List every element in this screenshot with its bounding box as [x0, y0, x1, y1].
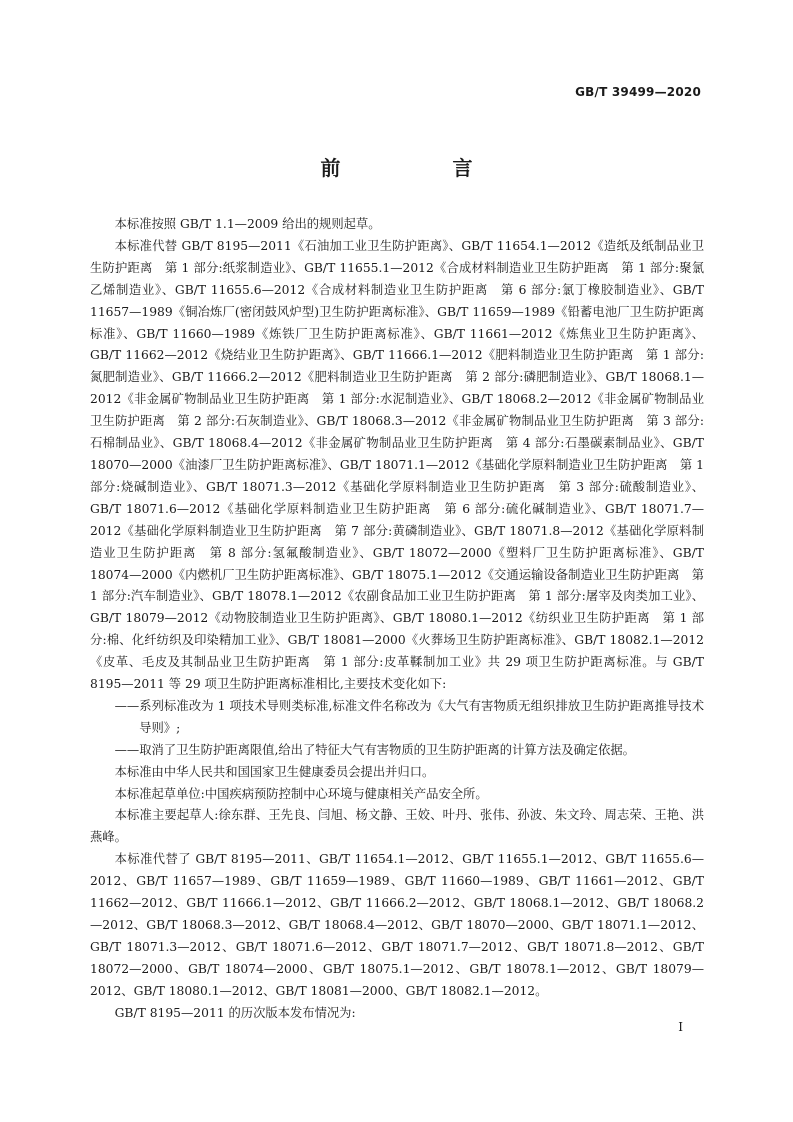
paragraph-version-history: GB/T 8195—2011 的历次版本发布情况为:: [114, 1005, 356, 1020]
paragraph-proposer: 本标准由中华人民共和国国家卫生健康委员会提出并归口。: [114, 764, 435, 779]
paragraph-drafters: 本标准主要起草人:徐东群、王先良、闫旭、杨文静、王姣、叶丹、张伟、孙波、朱文玲、周志荣、王艳、洪燕峰。: [90, 808, 704, 845]
change-item: ——取消了卫生防护距离限值,给出了特征大气有害物质的卫生防护距离的计算方法及确定依据。: [114, 742, 635, 757]
paragraph-drafting-rules: 本标准按照 GB/T 1.1—2009 给出的规则起草。: [114, 217, 381, 231]
page-title: 前 言: [320, 156, 519, 180]
paragraph-drafting-unit: 本标准起草单位:中国疾病预防控制中心环境与健康相关产品安全所。: [114, 786, 488, 801]
page-number: I: [678, 1020, 683, 1034]
foreword-body: [90, 214, 704, 1025]
paragraph-superseded: 本标准代替了 GB/T 8195—2011、GB/T 11654.1—2012、GB/T 11655.1—2012、GB/T 11655.6—2012、GB/T 11657—1989、GB/T 11659—1989、GB/T 11660—1989、GB/T 11661—2012、GB/T 11662—2012、GB/T 11666.1—2012、GB/T 11666.2—2012、GB/T 18068.1—2012、GB/T 18068.2—2012、GB/T 18068.3—2012、GB/T 18068.4—2012、GB/T 18070—2000、GB/T 18071.1—2012、GB/T 18071.3—2012、GB/T 18071.6—2012、GB/T 18071.7—2012、GB/T 18071.8—2012、GB/T 18072—2000、GB/T 18074—2000、GB/T 18075.1—2012、GB/T 18078.1—2012、GB/T 18079—2012、GB/T 18080.1—2012、GB/T 18081—2000、GB/T 18082.1—2012。: [90, 852, 704, 998]
change-item: ——系列标准改为 1 项技术导则类标准,标准文件名称改为《大气有害物质无组织排放卫生防护距离推导技术导则》;: [114, 698, 704, 735]
standard-code: GB/T 39499—2020: [575, 85, 701, 99]
paragraph-replaced-standards: 本标准代替 GB/T 8195—2011《石油加工业卫生防护距离》、GB/T 11654.1—2012《造纸及纸制品业卫生防护距离 第 1 部分:纸浆制造业》、GB/T 11655.1—2012《合成材料制造业卫生防护距离 第 1 部分:聚氯乙烯制造业》、GB/T 11655.6—2012《合成材料制造业卫生防护距离 第 6 部分:氯丁橡胶制造业》、GB/T 11657—1989《铜冶炼厂(密闭鼓风炉型)卫生防护距离标准》、GB/T 11659—1989《铅蓄电池厂卫生防护距离标准》、GB/T 11660—1989《炼铁厂卫生防护距离标准》、GB/T 11661—2012《炼焦业卫生防护距离》、GB/T 11662—2012《烧结业卫生防护距离》、GB/T 11666.1—2012《肥料制造业卫生防护距离 第 1 部分:氮肥制造业》、GB/T 11666.2—2012《肥料制造业卫生防护距离 第 2 部分:磷肥制造业》、GB/T 18068.1—2012《非金属矿物制品业卫生防护距离 第 1 部分:水泥制造业》、GB/T 18068.2—2012《非金属矿物制品业卫生防护距离 第 2 部分:石灰制造业》、GB/T 18068.3—2012《非金属矿物制品业卫生防护距离 第 3 部分:石棉制品业》、GB/T 18068.4—2012《非金属矿物制品业卫生防护距离 第 4 部分:石墨碳素制品业》、GB/T 18070—2000《油漆厂卫生防护距离标准》、GB/T 18071.1—2012《基础化学原料制造业卫生防护距离 第 1 部分:烧碱制造业》、GB/T 18071.3—2012《基础化学原料制造业卫生防护距离 第 3 部分:硫酸制造业》、GB/T 18071.6—2012《基础化学原料制造业卫生防护距离 第 6 部分:硫化碱制造业》、GB/T 18071.7—2012《基础化学原料制造业卫生防护距离 第 7 部分:黄磷制造业》、GB/T 18071.8—2012《基础化学原料制造业卫生防护距离 第 8 部分:氢氟酸制造业》、GB/T 18072—2000《塑料厂卫生防护距离标准》、GB/T 18074—2000《内燃机厂卫生防护距离标准》、GB/T 18075.1—2012《交通运输设备制造业卫生防护距离 第 1 部分:汽车制造业》、GB/T 18078.1—2012《农副食品加工业卫生防护距离 第 1 部分:屠宰及肉类加工业》、GB/T 18079—2012《动物胶制造业卫生防护距离》、GB/T 18080.1—2012《纺织业卫生防护距离 第 1 部分:棉、化纤纺织及印染精加工业》、GB/T 18081—2000《火葬场卫生防护距离标准》、GB/T 18082.1—2012《皮革、毛皮及其制品业卫生防护距离 第 1 部分:皮革鞣制加工业》共 29 项卫生防护距离标准。与 GB/T 8195—2011 等 29 项卫生防护距离标准相比,主要技术变化如下:: [90, 238, 704, 692]
